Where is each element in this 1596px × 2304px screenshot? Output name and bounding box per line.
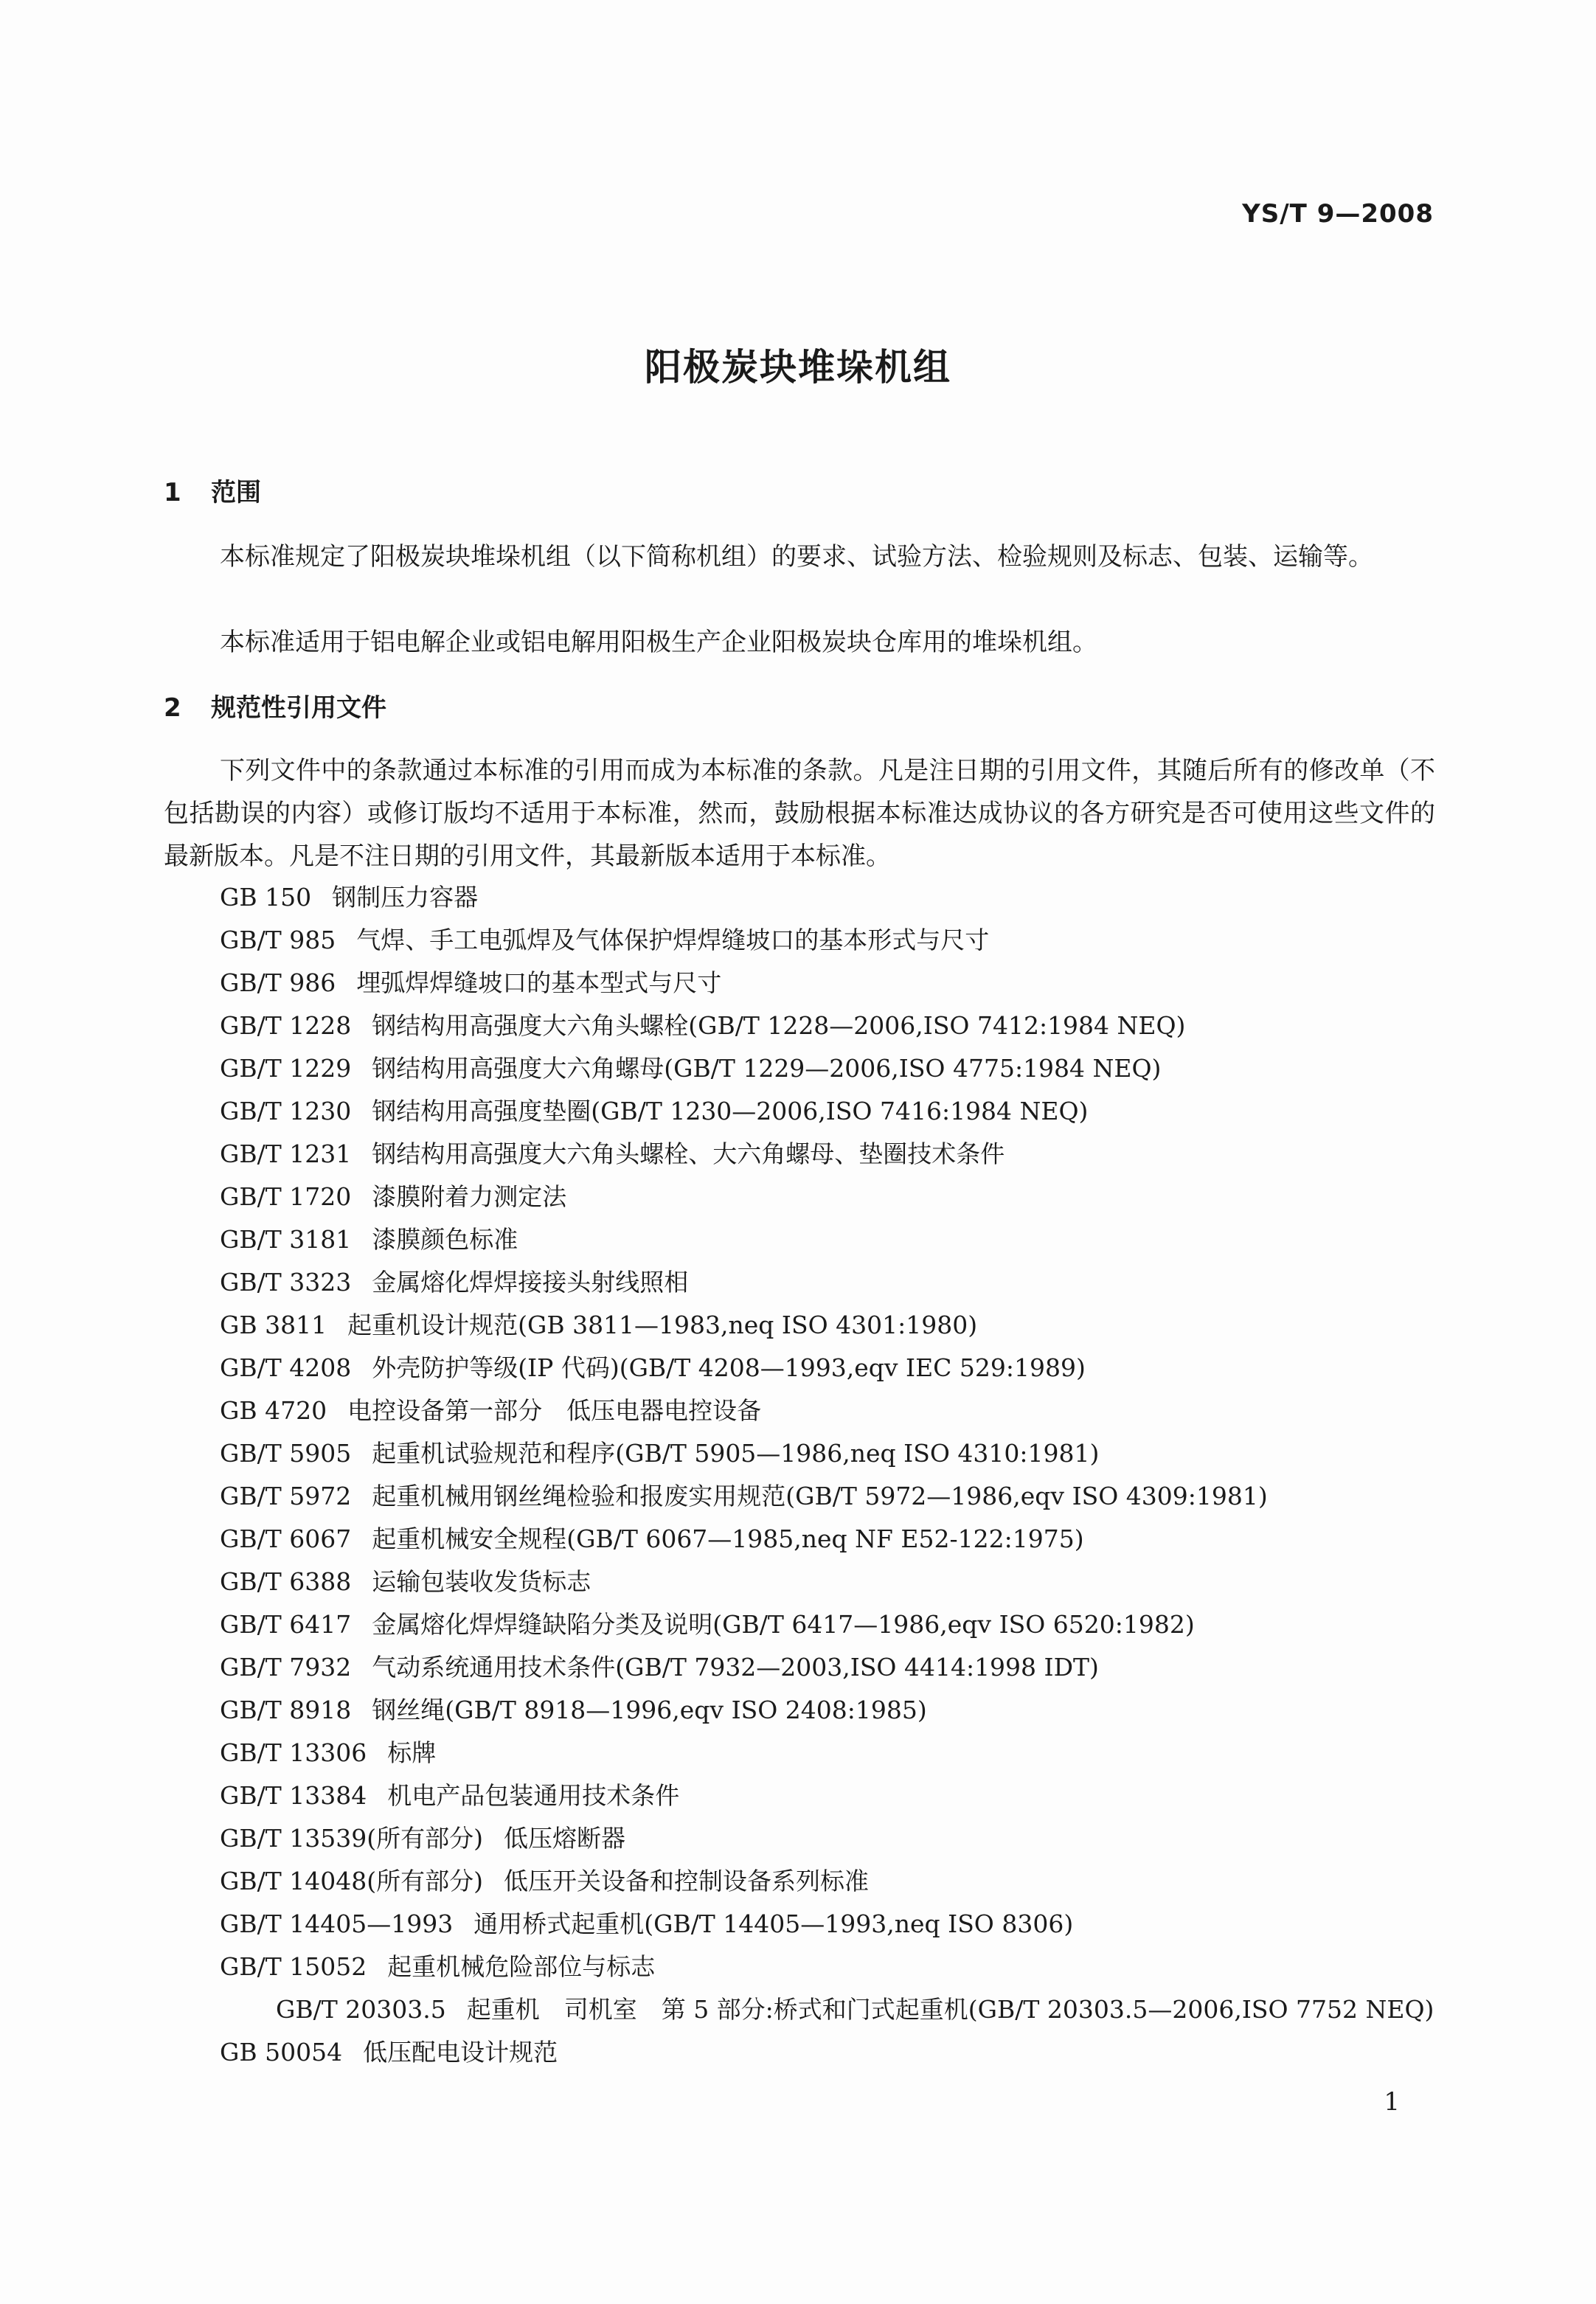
reference-title: 通用桥式起重机(GB/T 14405—1993,neq ISO 8306)	[473, 1909, 1074, 1938]
reference-code: GB 3811	[220, 1311, 327, 1339]
reference-code: GB/T 1231	[220, 1139, 352, 1168]
reference-code: GB/T 6067	[220, 1524, 352, 1553]
reference-code: GB/T 1230	[220, 1097, 352, 1125]
section-1-paragraph-2: 本标准适用于铝电解企业或铝电解用阳极生产企业阳极炭块仓库用的堆垛机组。	[220, 628, 1097, 657]
section-number: 1	[164, 478, 181, 507]
reference-title: 钢结构用高强度大六角头螺栓(GB/T 1228—2006,ISO 7412:1984 NEQ)	[372, 1011, 1186, 1040]
reference-item	[164, 1218, 1435, 1261]
reference-title: 漆膜颜色标准	[372, 1225, 518, 1254]
page-number: 1	[1384, 2087, 1400, 2117]
reference-code: GB/T 15052	[220, 1952, 367, 1981]
reference-title: 金属熔化焊焊接接头射线照相	[372, 1268, 689, 1297]
reference-title: 电控设备第一部分 低压电器电控设备	[347, 1396, 762, 1425]
reference-item	[164, 1732, 1435, 1774]
reference-item	[164, 1133, 1435, 1176]
reference-code: GB/T 14405—1993	[220, 1909, 454, 1938]
reference-title: 钢结构用高强度垫圈(GB/T 1230—2006,ISO 7416:1984 NEQ)	[372, 1097, 1089, 1125]
section-2-paragraph-1: 下列文件中的条款通过本标准的引用而成为本标准的条款。凡是注日期的引用文件，其随后所有的修改单（不包括勘误的内容）或修订版均不适用于本标准，然而，鼓励根据本标准达成协议的各方研究是否可使用这些文件的最新版本。凡是不注日期的引用文件，其最新版本适用于本标准。	[164, 756, 1435, 871]
reference-item	[164, 1689, 1435, 1732]
reference-title: 起重机械安全规程(GB/T 6067—1985,neq NF E52-122:1975)	[372, 1524, 1084, 1553]
reference-code: GB/T 6417	[220, 1610, 352, 1639]
reference-title: 金属熔化焊焊缝缺陷分类及说明(GB/T 6417—1986,eqv ISO 6520:1982)	[372, 1610, 1195, 1639]
reference-title: 起重机械危险部位与标志	[387, 1952, 656, 1981]
reference-item	[164, 1347, 1435, 1389]
reference-code: GB/T 13539(所有部分)	[220, 1824, 483, 1853]
reference-item	[164, 2031, 1435, 2074]
reference-code: GB 50054	[220, 2038, 343, 2067]
reference-title: 起重机设计规范(GB 3811—1983,neq ISO 4301:1980)	[347, 1311, 978, 1339]
reference-code: GB 4720	[220, 1396, 327, 1425]
reference-item	[164, 962, 1435, 1004]
reference-item	[164, 1304, 1435, 1347]
reference-item	[164, 1561, 1435, 1603]
reference-code: GB/T 13306	[220, 1738, 367, 1767]
reference-code: GB/T 5972	[220, 1482, 352, 1510]
reference-item	[164, 1774, 1435, 1817]
reference-code: GB/T 20303.5	[276, 1995, 446, 2024]
section-1-paragraph-1: 本标准规定了阳极炭块堆垛机组（以下简称机组）的要求、试验方法、检验规则及标志、包装、运输等。	[220, 542, 1373, 572]
section-number: 2	[164, 693, 181, 723]
reference-title: 标牌	[387, 1738, 437, 1767]
reference-item	[164, 1860, 1435, 1903]
reference-item	[164, 919, 1435, 962]
reference-item	[164, 1946, 1435, 1988]
reference-item	[164, 1432, 1435, 1475]
reference-code: GB/T 1229	[220, 1054, 352, 1083]
reference-code: GB 150	[220, 883, 312, 912]
reference-code: GB/T 7932	[220, 1653, 352, 1682]
reference-code: GB/T 1720	[220, 1182, 352, 1211]
reference-code: GB/T 6388	[220, 1567, 352, 1596]
reference-code: GB/T 3181	[220, 1225, 352, 1254]
reference-title: 钢结构用高强度大六角头螺栓、大六角螺母、垫圈技术条件	[372, 1139, 1005, 1168]
reference-item	[164, 1518, 1435, 1561]
section-2-heading	[164, 687, 386, 724]
section-title: 范围	[211, 478, 261, 507]
reference-item	[164, 1004, 1435, 1047]
reference-code: GB/T 14048(所有部分)	[220, 1867, 483, 1895]
reference-item	[164, 1817, 1435, 1860]
reference-code: GB/T 985	[220, 926, 336, 954]
reference-title: 低压熔断器	[503, 1824, 625, 1853]
reference-title: 钢结构用高强度大六角螺母(GB/T 1229—2006,ISO 4775:1984 NEQ)	[372, 1054, 1162, 1083]
reference-title: 运输包装收发货标志	[372, 1567, 591, 1596]
reference-title: 埋弧焊焊缝坡口的基本型式与尺寸	[356, 968, 722, 997]
reference-code: GB/T 1228	[220, 1011, 352, 1040]
reference-item	[164, 1090, 1435, 1133]
reference-title: 起重机 司机室 第 5 部分:桥式和门式起重机(GB/T 20303.5—2006,ISO 7752 NEQ)	[466, 1995, 1434, 2024]
document-title: 阳极炭块堆垛机组	[645, 346, 951, 389]
reference-title: 钢丝绳(GB/T 8918—1996,eqv ISO 2408:1985)	[372, 1696, 927, 1724]
reference-title: 气焊、手工电弧焊及气体保护焊焊缝坡口的基本形式与尺寸	[356, 926, 990, 954]
reference-title: 钢制压力容器	[332, 883, 479, 912]
reference-code: GB/T 8918	[220, 1696, 352, 1724]
reference-code: GB/T 3323	[220, 1268, 352, 1297]
reference-code: GB/T 5905	[220, 1439, 352, 1468]
reference-item	[164, 1389, 1435, 1432]
reference-title: 起重机械用钢丝绳检验和报废实用规范(GB/T 5972—1986,eqv ISO 4309:1981)	[372, 1482, 1268, 1510]
reference-item	[164, 876, 1435, 919]
reference-code: GB/T 986	[220, 968, 336, 997]
reference-title: 低压配电设计规范	[363, 2038, 558, 2067]
reference-title: 机电产品包装通用技术条件	[387, 1781, 680, 1810]
reference-item	[164, 1903, 1435, 1946]
standard-code: YS/T 9—2008	[1242, 199, 1434, 229]
reference-item	[164, 1475, 1435, 1518]
reference-item	[164, 1176, 1435, 1218]
reference-list	[164, 876, 1435, 2074]
reference-title: 低压开关设备和控制设备系列标准	[503, 1867, 869, 1895]
reference-code: GB/T 4208	[220, 1353, 352, 1382]
section-1-heading	[164, 472, 261, 508]
reference-item	[164, 1047, 1435, 1090]
reference-item	[164, 1988, 1435, 2031]
reference-item	[164, 1603, 1435, 1646]
reference-title: 外壳防护等级(IP 代码)(GB/T 4208—1993,eqv IEC 529:1989)	[372, 1353, 1086, 1382]
reference-title: 气动系统通用技术条件(GB/T 7932—2003,ISO 4414:1998 IDT)	[372, 1653, 1099, 1682]
reference-title: 漆膜附着力测定法	[372, 1182, 567, 1211]
reference-title: 起重机试验规范和程序(GB/T 5905—1986,neq ISO 4310:1981)	[372, 1439, 1100, 1468]
reference-item	[164, 1646, 1435, 1689]
reference-item	[164, 1261, 1435, 1304]
section-title: 规范性引用文件	[211, 693, 386, 723]
reference-code: GB/T 13384	[220, 1781, 367, 1810]
